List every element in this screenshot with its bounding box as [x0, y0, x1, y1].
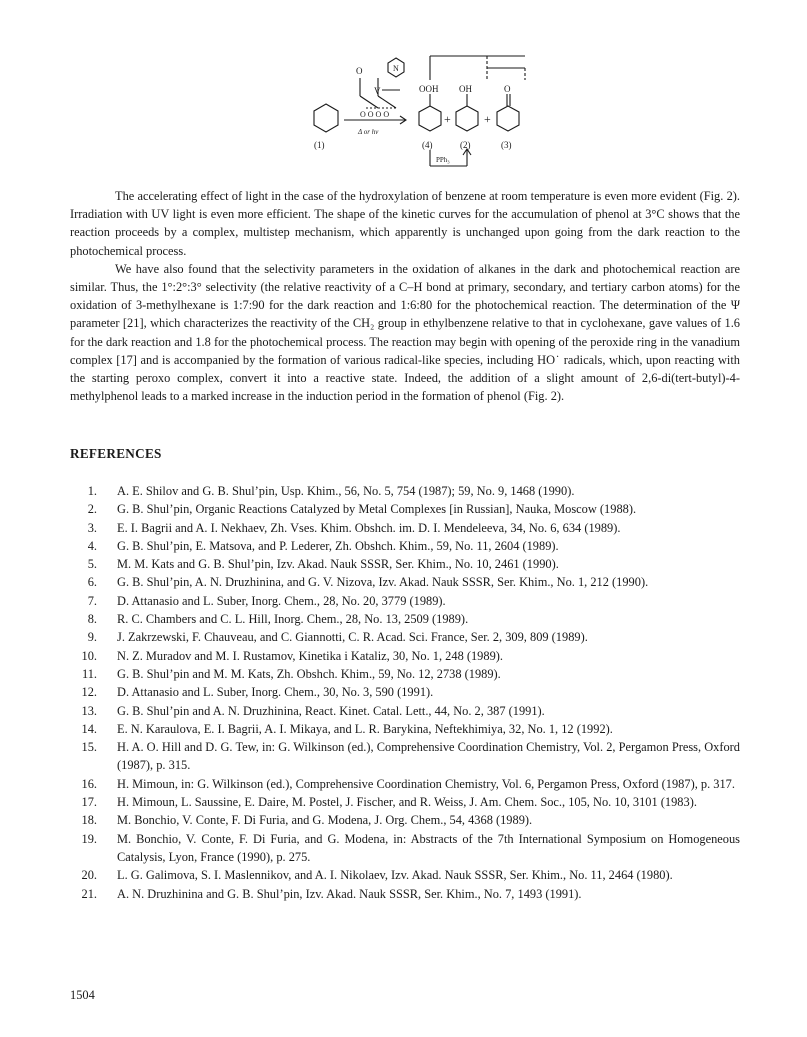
reference-item: 12. D. Attanasio and L. Suber, Inorg. Chem., 30, No. 3, 590 (1991).	[81, 685, 434, 700]
compound-1-label: (1)	[314, 140, 325, 150]
references-heading: REFERENCES	[70, 446, 162, 461]
reference-item: 20. L. G. Galimova, S. I. Maslennikov, and A. I. Nikolaev, Izv. Akad. Nauk SSSR, Ser. Khim., No. 11, 2464 (1980).	[81, 868, 673, 883]
reference-item: 14. E. N. Karaulova, E. I. Bagrii, A. I. Mikaya, and L. R. Barykina, Neftekhimiya, 32, No. 1, 12 (1992).	[81, 721, 613, 736]
paragraph-2: We have also found that the selectivity parameters in the oxidation of alkanes in the dark and photochemical reaction are similar. Thus, the 1°:2°:3° selectivity (the relative reactivity of a C–H bond at primary, secondary, and tertiary carbon atoms) for the oxidation of 3-methylhexane is 1:7:90 for the dark reaction and 1:6:80 for the photochemical reaction. The determination of the Ψ parameter [21], which characterizes the reactivity of the CH₂ group in ethylbenzene relative to that in cyclohexane, gave values of 1.6 for the dark reaction and 1.8 for the photochemical process. The reaction may begin with opening of the peroxide ring in the vanadium complex [17] and is accompanied by the formation of various radical-like species, including HO˙ radicals, which, upon reacting with the starting peroxo complex, convert it into a reactive state. Indeed, the addition of a slight amount of 2,6-di(tert-butyl)-4-methylphenol leads to a marked increase in the induction period in the formation of phenol (Fig. 2).	[70, 261, 740, 404]
page-number: 1504	[70, 988, 95, 1002]
vanadium-label: V	[374, 86, 381, 96]
reference-item: 21. A. N. Druzhinina and G. B. Shul’pin, Izv. Akad. Nauk SSSR, Ser. Khim., No. 7, 1493 (1991).	[81, 886, 582, 901]
reference-item: 8. R. C. Chambers and C. L. Hill, Inorg. Chem., 28, No. 13, 2509 (1989).	[87, 612, 469, 627]
reference-item: 3. E. I. Bagrii and A. I. Nekhaev, Zh. Vses. Khim. Obshch. im. D. I. Mendeleeva, 34, No. 6, 634 (1989).	[87, 520, 621, 535]
plus-sign-1: +	[444, 112, 451, 126]
product-3-ring	[497, 106, 519, 131]
reference-item: 16. H. Mimoun, in: G. Wilkinson (ed.), Comprehensive Coordination Chemistry, Vol. 6, Pergamon Press, Oxford (1987), p. 317.	[81, 776, 735, 791]
reference-item: 10. N. Z. Muradov and M. I. Rustamov, Kinetika i Kataliz, 30, No. 1, 248 (1989).	[81, 648, 503, 663]
reference-item: 4. G. B. Shul’pin, E. Matsova, and P. Lederer, Zh. Obshch. Khim., 59, No. 11, 2604 (1989).	[87, 538, 559, 553]
reference-item: 11. G. B. Shul’pin and M. M. Kats, Zh. Obshch. Khim., 59, No. 12, 2738 (1989).	[81, 666, 501, 681]
product-4-ring	[419, 106, 441, 131]
reference-item: 5. M. M. Kats and G. B. Shul’pin, Izv. Akad. Nauk SSSR, Ser. Khim., No. 10, 2461 (1990).	[87, 557, 559, 572]
reference-item: 15. H. A. O. Hill and D. G. Tew, in: G. Wilkinson (ed.), Comprehensive Coordination Chemistry, Vol. 2, Pergamon Press, Oxford (1987), p. 315.	[81, 740, 740, 773]
product-2-ring	[456, 106, 478, 131]
ketone-oxygen-label: O	[504, 84, 511, 94]
hydroxyl-label: OH	[459, 84, 472, 94]
nitrogen-label: N	[393, 64, 399, 73]
reference-item: 7. D. Attanasio and L. Suber, Inorg. Chem., 28, No. 20, 3779 (1989).	[87, 593, 446, 608]
oxo-label: O	[356, 66, 363, 76]
compound-3-label: (3)	[501, 140, 512, 150]
reference-item: 17. H. Mimoun, L. Saussine, E. Daire, M. Postel, J. Fischer, and R. Weiss, J. Am. Chem. Soc., 105, No. 10, 3101 (1983).	[81, 795, 697, 810]
reaction-scheme	[300, 44, 530, 174]
body-text	[70, 187, 740, 405]
reference-item: 18. M. Bonchio, V. Conte, F. Di Furia, and G. Modena, J. Org. Chem., 54, 4368 (1989).	[81, 813, 533, 828]
conditions-label: Δ or hν	[358, 128, 379, 136]
compound-4-label: (4)	[422, 140, 433, 150]
reference-item: 19. M. Bonchio, V. Conte, F. Di Furia, and G. Modena, in: Abstracts of the 7th International Symposium on Homogeneous Catalysis, Lyon, France (1990), p. 275.	[81, 831, 740, 864]
plus-sign-2: +	[484, 112, 491, 126]
compound-2-label: (2)	[460, 140, 471, 150]
reference-item: 9. J. Zakrzewski, F. Chauveau, and C. Giannotti, C. R. Acad. Sci. France, Ser. 2, 309, 809 (1989).	[87, 630, 588, 645]
reference-item: 13. G. B. Shul’pin and A. N. Druzhinina, React. Kinet. Catal. Lett., 44, No. 2, 387 (1991).	[81, 703, 545, 718]
hydroperoxide-label: OOH	[419, 84, 439, 94]
reference-list	[70, 482, 740, 903]
reference-item: 1. A. E. Shilov and G. B. Shul’pin, Usp. Khim., 56, No. 5, 754 (1987); 59, No. 9, 1468 (1990).	[87, 484, 575, 498]
reagent-label: PPh₃	[436, 156, 450, 164]
paragraph-1: The accelerating effect of light in the case of the hydroxylation of benzene at room temperature is even more evident (Fig. 2). Irradiation with UV light is even more efficient. The shape of the kinetic curves for the accumulation of phenol at 3°C shows that the reaction proceeds by a complex, multistep mechanism, which apparently is unchanged upon going from the dark reaction to the photochemical process.	[70, 189, 740, 258]
peroxo-oxygens-label: O O O O	[360, 110, 390, 119]
reference-item: 2. G. B. Shul’pin, Organic Reactions Catalyzed by Metal Complexes [in Russian], Nauka, Moscow (1988).	[87, 502, 637, 517]
reference-item: 6. G. B. Shul’pin, A. N. Druzhinina, and G. V. Nizova, Izv. Akad. Nauk SSSR, Ser. Khim., No. 1, 212 (1990).	[87, 575, 649, 590]
reaction-scheme-drawing	[300, 44, 530, 174]
benzene-1-ring	[314, 104, 338, 132]
